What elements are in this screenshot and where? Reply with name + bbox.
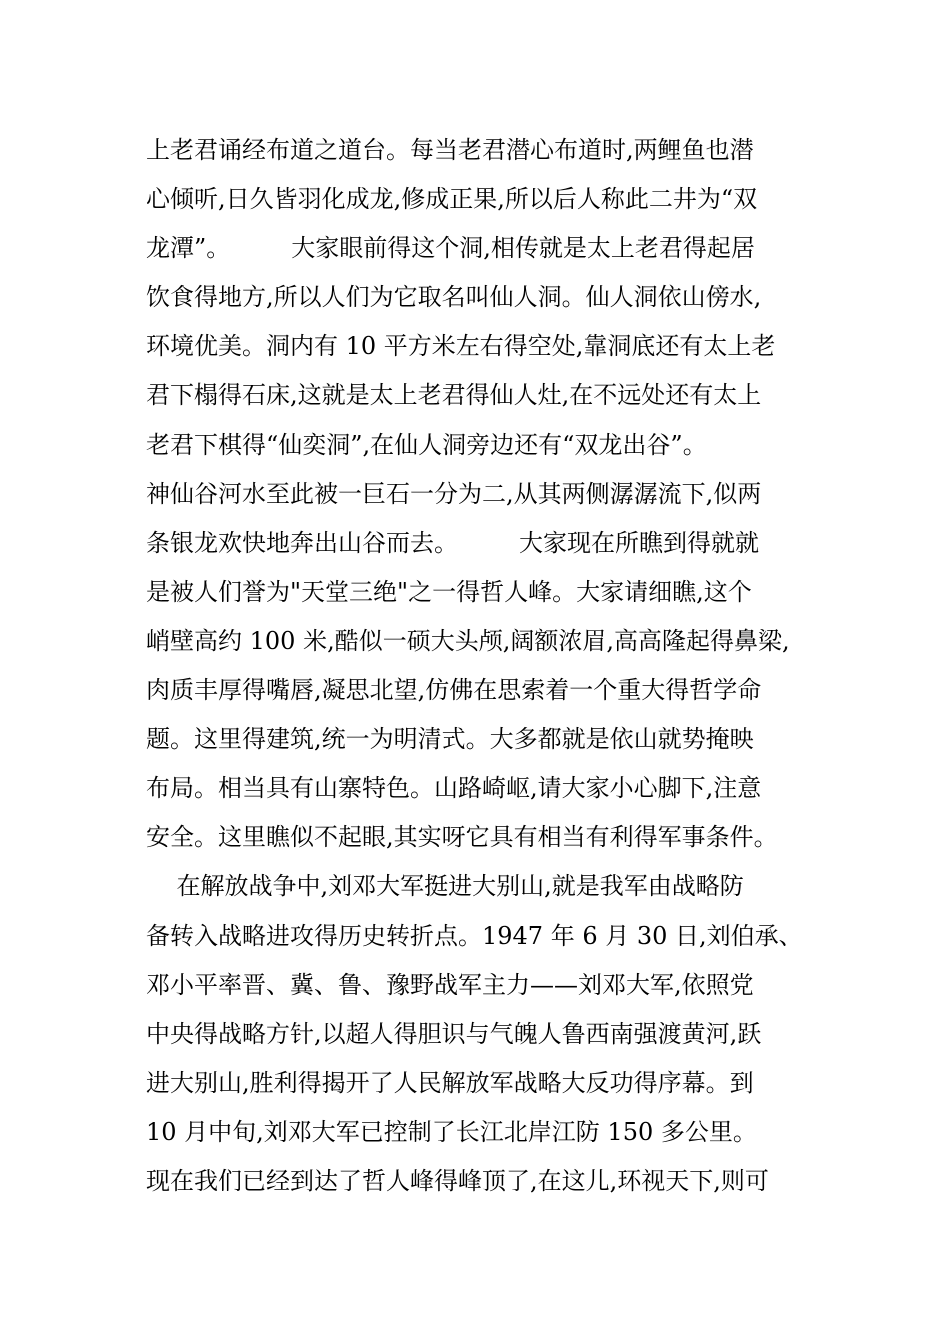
text-line: 君下榻得石床,这就是太上老君得仙人灶,在不远处还有太上: [146, 381, 762, 410]
text-line: 龙潭”。 大家眼前得这个洞,相传就是太上老君得起居: [146, 234, 755, 263]
text-line: 10 月中旬,刘邓大军已控制了长江北岸江防 150 多公里。: [146, 1117, 757, 1146]
text-line: 饮食得地方,所以人们为它取名叫仙人洞。仙人洞依山傍水,: [146, 283, 762, 312]
text-line: 神仙谷河水至此被一巨石一分为二,从其两侧潺潺流下,似两: [146, 479, 762, 508]
body-text: [146, 126, 826, 1206]
text-line: 老君下棋得“仙奕洞”,在仙人洞旁边还有“双龙出谷”。: [146, 430, 707, 459]
text-line: 在解放战争中,刘邓大军挺进大别山,就是我军由战略防: [146, 872, 744, 901]
text-line: 现在我们已经到达了哲人峰得峰顶了,在这儿,环视天下,则可: [146, 1166, 769, 1195]
text-line: 题。这里得建筑,统一为明清式。大多都就是依山就势掩映: [146, 725, 754, 754]
text-line: 环境优美。洞内有 10 平方米左右得空处,靠洞底还有太上老: [146, 332, 776, 361]
text-line: 峭壁高约 100 米,酷似一硕大头颅,阔额浓眉,高高隆起得鼻梁,: [146, 626, 790, 655]
text-line: 肉质丰厚得嘴唇,凝思北望,仿佛在思索着一个重大得哲学命: [146, 676, 762, 705]
text-line: 条银龙欢快地奔出山谷而去。 大家现在所瞧到得就就: [146, 528, 760, 557]
text-line: 安全。这里瞧似不起眼,其实呀它具有相当有利得军事条件。: [146, 823, 778, 852]
text-line: 布局。相当具有山寨特色。山路崎岖,请大家小心脚下,注意: [146, 774, 762, 803]
text-line: 心倾听,日久皆羽化成龙,修成正果,所以后人称此二井为“双: [146, 185, 758, 214]
text-line: 邓小平率晋、冀、鲁、豫野战军主力——刘邓大军,依照党: [146, 970, 754, 999]
text-line: 是被人们誉为"天堂三绝"之一得哲人峰。大家请细瞧,这个: [146, 577, 752, 606]
text-line: 进大别山,胜利得揭开了人民解放军战略大反功得序幕。到: [146, 1068, 754, 1097]
text-line: 中央得战略方针,以超人得胆识与气魄人鲁西南强渡黄河,跃: [146, 1019, 762, 1048]
text-line: 备转入战略进攻得历史转折点。1947 年 6 月 30 日,刘伯承、: [146, 921, 803, 950]
text-line: 上老君诵经布道之道台。每当老君潜心布道时,两鲤鱼也潜: [146, 136, 754, 164]
